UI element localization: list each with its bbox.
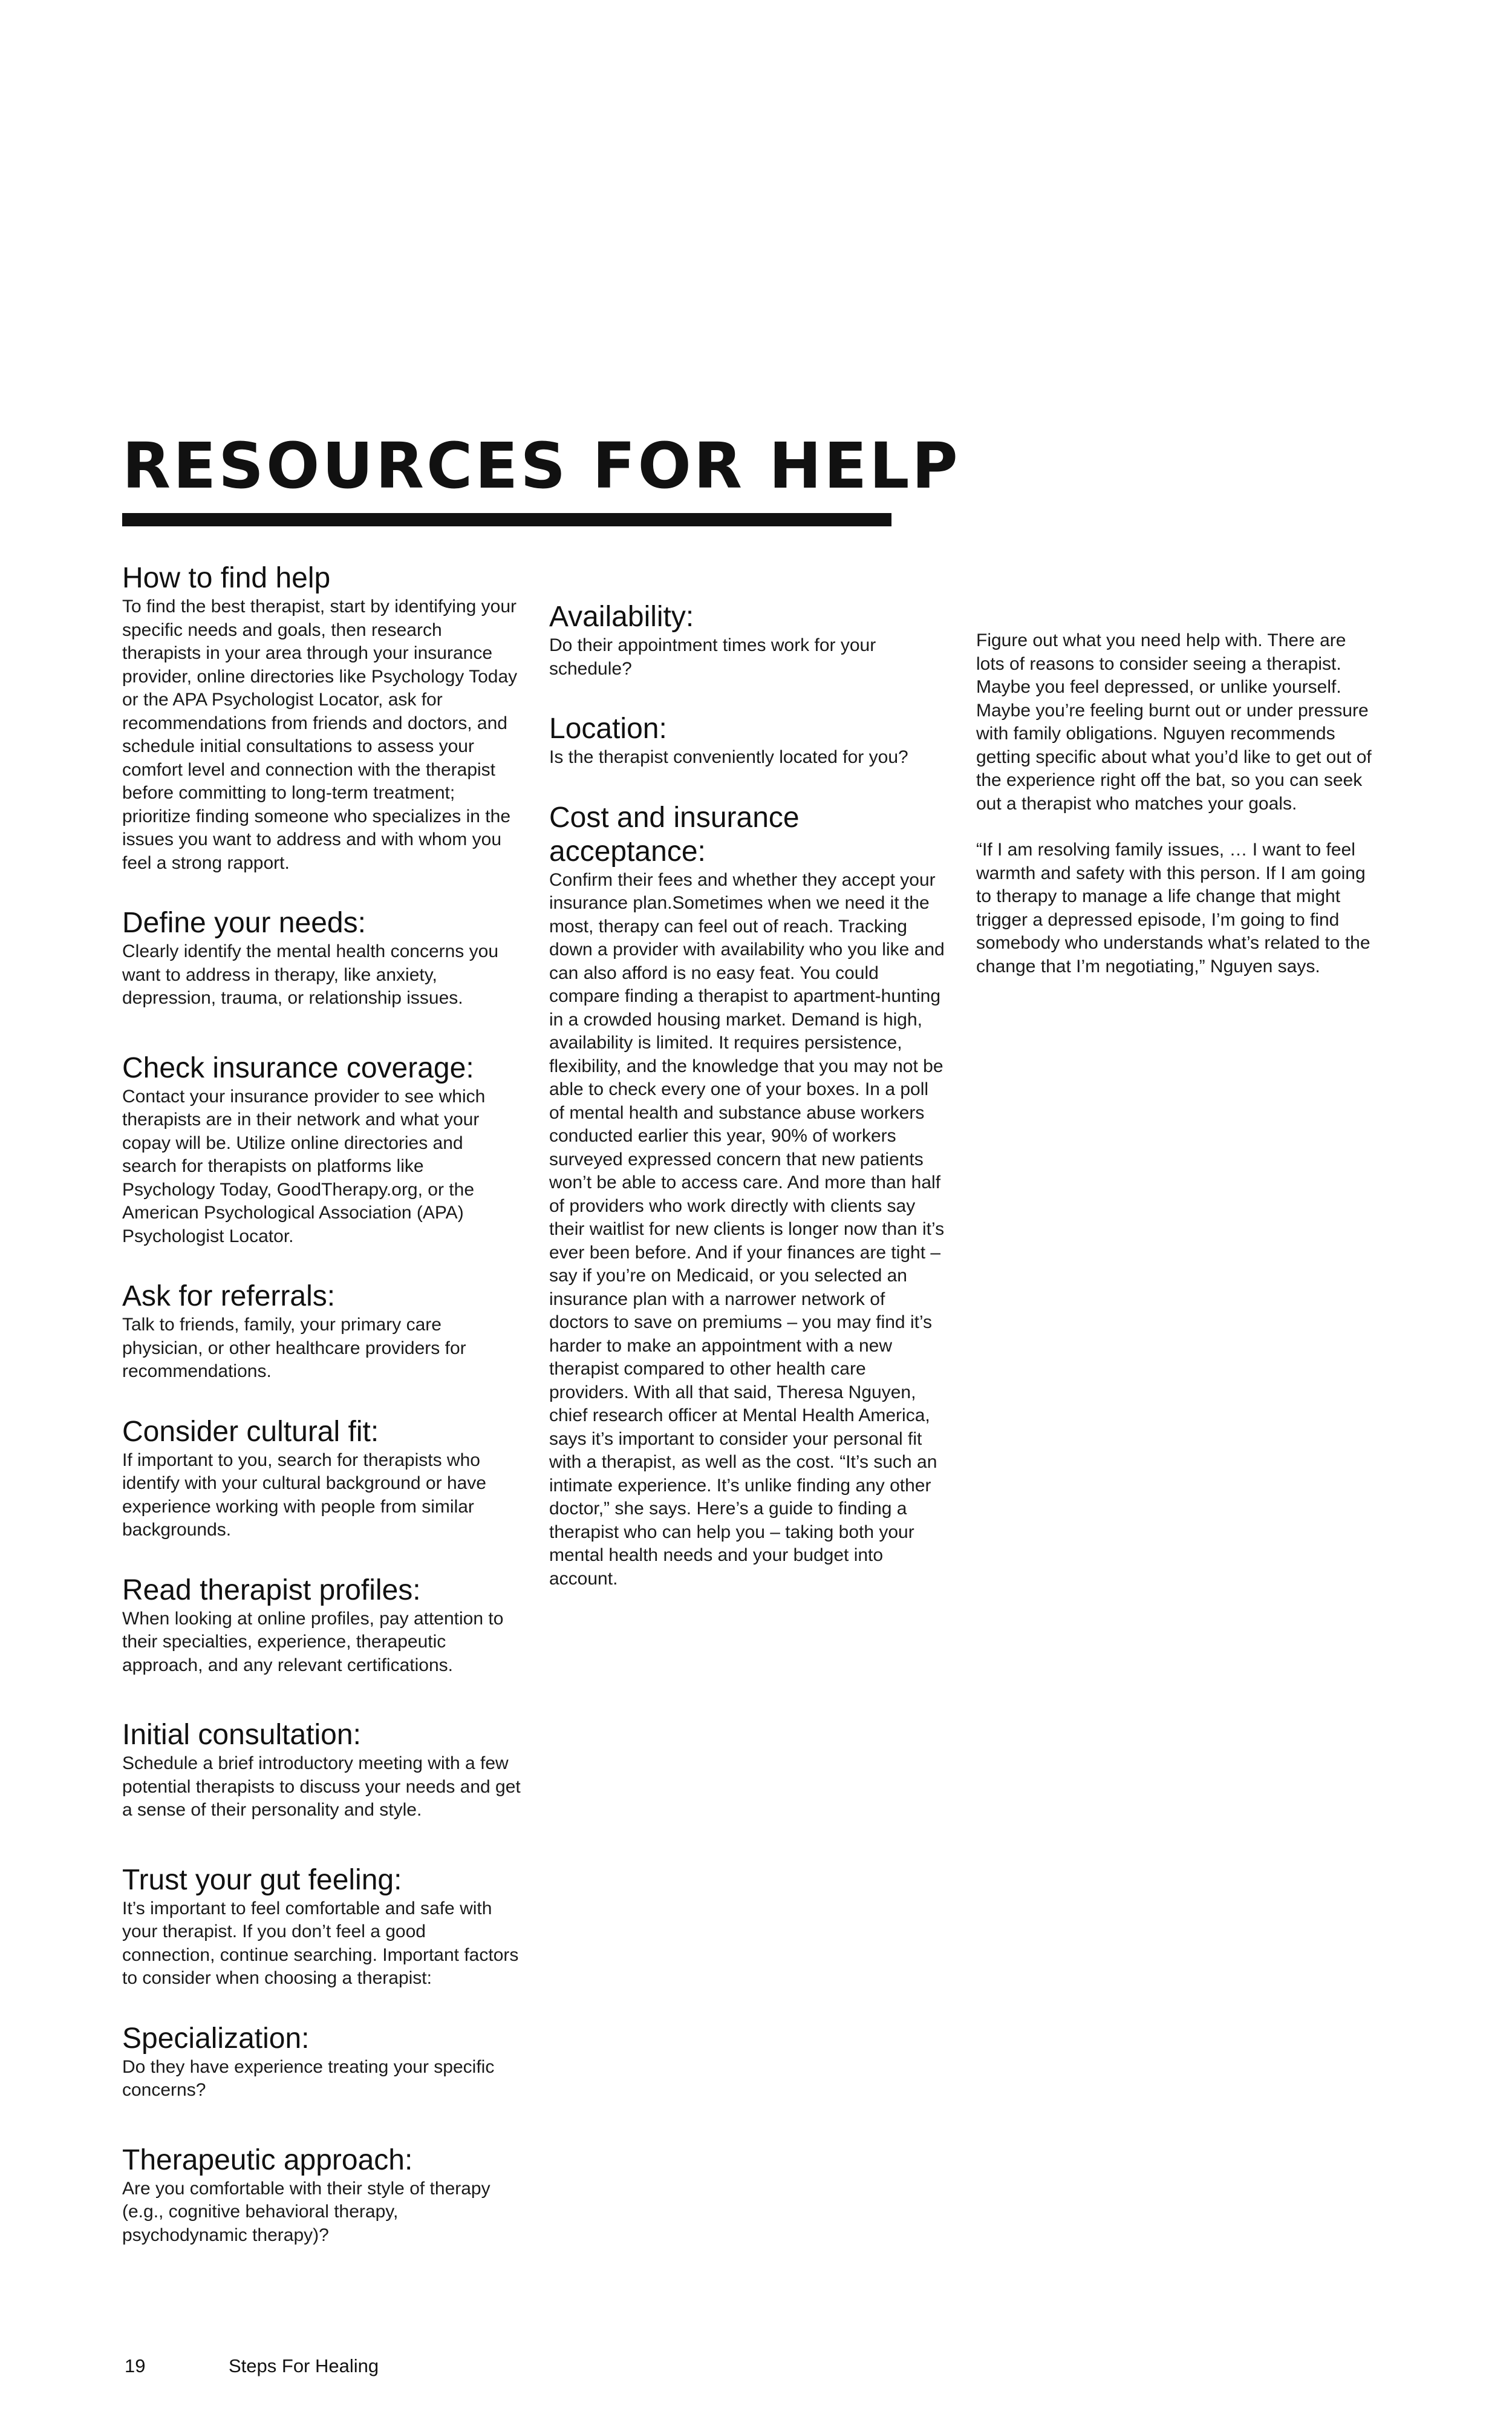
section-body: Is the therapist conveniently located for you? bbox=[549, 747, 908, 767]
section-heading: Trust your gut feeling: bbox=[122, 1863, 402, 1896]
section-heading: Specialization: bbox=[122, 2022, 310, 2055]
section-define-needs bbox=[122, 906, 521, 1010]
section-body: Talk to friends, family, your primary care physician, or other healthcare providers for recommendations. bbox=[122, 1315, 466, 1381]
section-how-to-find-help bbox=[122, 561, 521, 875]
section-body: Do their appointment times work for your schedule? bbox=[549, 635, 876, 679]
section-heading: Ask for referrals: bbox=[122, 1280, 336, 1312]
page-title: RESOURCES FOR HELP bbox=[122, 429, 960, 503]
section-initial-consultation bbox=[122, 1718, 521, 1822]
section-heading: Initial consultation: bbox=[122, 1719, 361, 1751]
title-underline bbox=[122, 513, 891, 526]
section-heading: Read therapist profiles: bbox=[122, 1574, 421, 1606]
section-body: Clearly identify the mental health concerns you want to address in therapy, like anxiety, depression, trauma, or relationship issues. bbox=[122, 941, 499, 1008]
section-heading: Consider cultural fit: bbox=[122, 1415, 379, 1448]
publication-name: Steps For Healing bbox=[229, 2355, 379, 2376]
section-heading: Availability: bbox=[549, 601, 694, 633]
section-cost-insurance bbox=[549, 801, 948, 1591]
section-heading: How to find help bbox=[122, 562, 331, 594]
section-heading: Cost and insurance acceptance: bbox=[549, 801, 800, 868]
section-therapist-profiles bbox=[122, 1574, 521, 1678]
column-left bbox=[122, 561, 521, 2247]
section-body: It’s important to feel comfortable and safe with your therapist. If you don’t feel a good connection, continue searching. Important factors to consider when choosing a therapist: bbox=[122, 1898, 519, 1988]
section-location bbox=[549, 712, 948, 770]
section-body: Confirm their fees and whether they accept your insurance plan.Sometimes when we need it the most, therapy can feel out of reach. Tracking down a provider with availability who you like and can also afford is no easy feat. You could compare finding a therapist to apartment-hunting in a crowded housing market. Demand is high, availability is limited. It requires persistence, flexibility, and the knowledge that you may not be able to check every one of your boxes. In a poll of mental health and substance abuse workers conducted earlier this year, 90% of workers surveyed expressed concern that new patients won’t be able to access care. And more than half of providers who work directly with clients say their waitlist for new clients is longer now than it’s ever been before. And if your finances are tight – say if you’re on Medicaid, or you selected an insurance plan with a narrower network of doctors to save on premiums – you may find it’s harder to make an appointment with a new therapist compared to other health care providers. With all that said, Theresa Nguyen, chief research officer at Mental Health America, says it’s important to consider your personal fit with a therapist, as well as the cost. “It’s such an intimate experience. It’s unlike finding any other doctor,” she says. Here’s a guide to finding a therapist who can help you – taking both your mental health needs and your budget into account. bbox=[549, 869, 945, 1589]
section-check-insurance bbox=[122, 1051, 521, 1249]
section-specialization bbox=[122, 2022, 521, 2102]
quote-paragraph: “If I am resolving family issues, … I want to feel warmth and safety with this person. If I am going to therapy to manage a life change that might trigger a depressed episode, I’m going to find somebody who understands what’s related to the change that I’m negotiating,” Nguyen says. bbox=[976, 840, 1370, 976]
section-ask-referrals bbox=[122, 1280, 521, 1384]
section-availability bbox=[549, 600, 948, 681]
section-body: If important to you, search for therapists who identify with your cultural background or have experience working with people from similar backgrounds. bbox=[122, 1450, 486, 1540]
paragraph: Figure out what you need help with. There are lots of reasons to consider seeing a therapist. Maybe you feel depressed, or unlike yourself. Maybe you’re feeling burnt out or under pressure with family obligations. Nguyen recommends getting specific about what you’d like to get out of the experience right off the bat, so you can seek out a therapist who matches your goals. bbox=[976, 630, 1372, 814]
column-middle bbox=[549, 600, 948, 1591]
section-cultural-fit bbox=[122, 1415, 521, 1542]
page-number: 19 bbox=[125, 2355, 146, 2376]
section-body: To find the best therapist, start by identifying your specific needs and goals, then research therapists in your area through your insurance provider, online directories like Psychology Today or the APA Psychologist Locator, ask for recommendations from friends and doctors, and schedule initial consultations to assess your comfort level and connection with the therapist before committing to long-term treatment; prioritize finding someone who specializes in the issues you want to address and with whom you feel a strong rapport. bbox=[122, 597, 518, 873]
section-trust-gut bbox=[122, 1863, 521, 1990]
column-right bbox=[976, 629, 1375, 978]
section-therapeutic-approach bbox=[122, 2144, 521, 2248]
section-body: Schedule a brief introductory meeting with a few potential therapists to discuss your needs and get a sense of their personality and style. bbox=[122, 1753, 521, 1820]
section-heading: Check insurance coverage: bbox=[122, 1051, 474, 1084]
section-body: When looking at online profiles, pay attention to their specialties, experience, therapeutic approach, and any relevant certifications. bbox=[122, 1608, 504, 1675]
section-body: Contact your insurance provider to see which therapists are in their network and what your copay will be. Utilize online directories and search for therapists on platforms like Psychology Today, GoodTherapy.org, or the American Psychological Association (APA) Psychologist Locator. bbox=[122, 1086, 486, 1246]
section-body: Do they have experience treating your specific concerns? bbox=[122, 2056, 495, 2100]
section-heading: Define your needs: bbox=[122, 907, 366, 939]
section-heading: Therapeutic approach: bbox=[122, 2144, 413, 2176]
section-body: Are you comfortable with their style of therapy (e.g., cognitive behavioral therapy, psychodynamic therapy)? bbox=[122, 2178, 490, 2245]
section-heading: Location: bbox=[549, 713, 667, 745]
